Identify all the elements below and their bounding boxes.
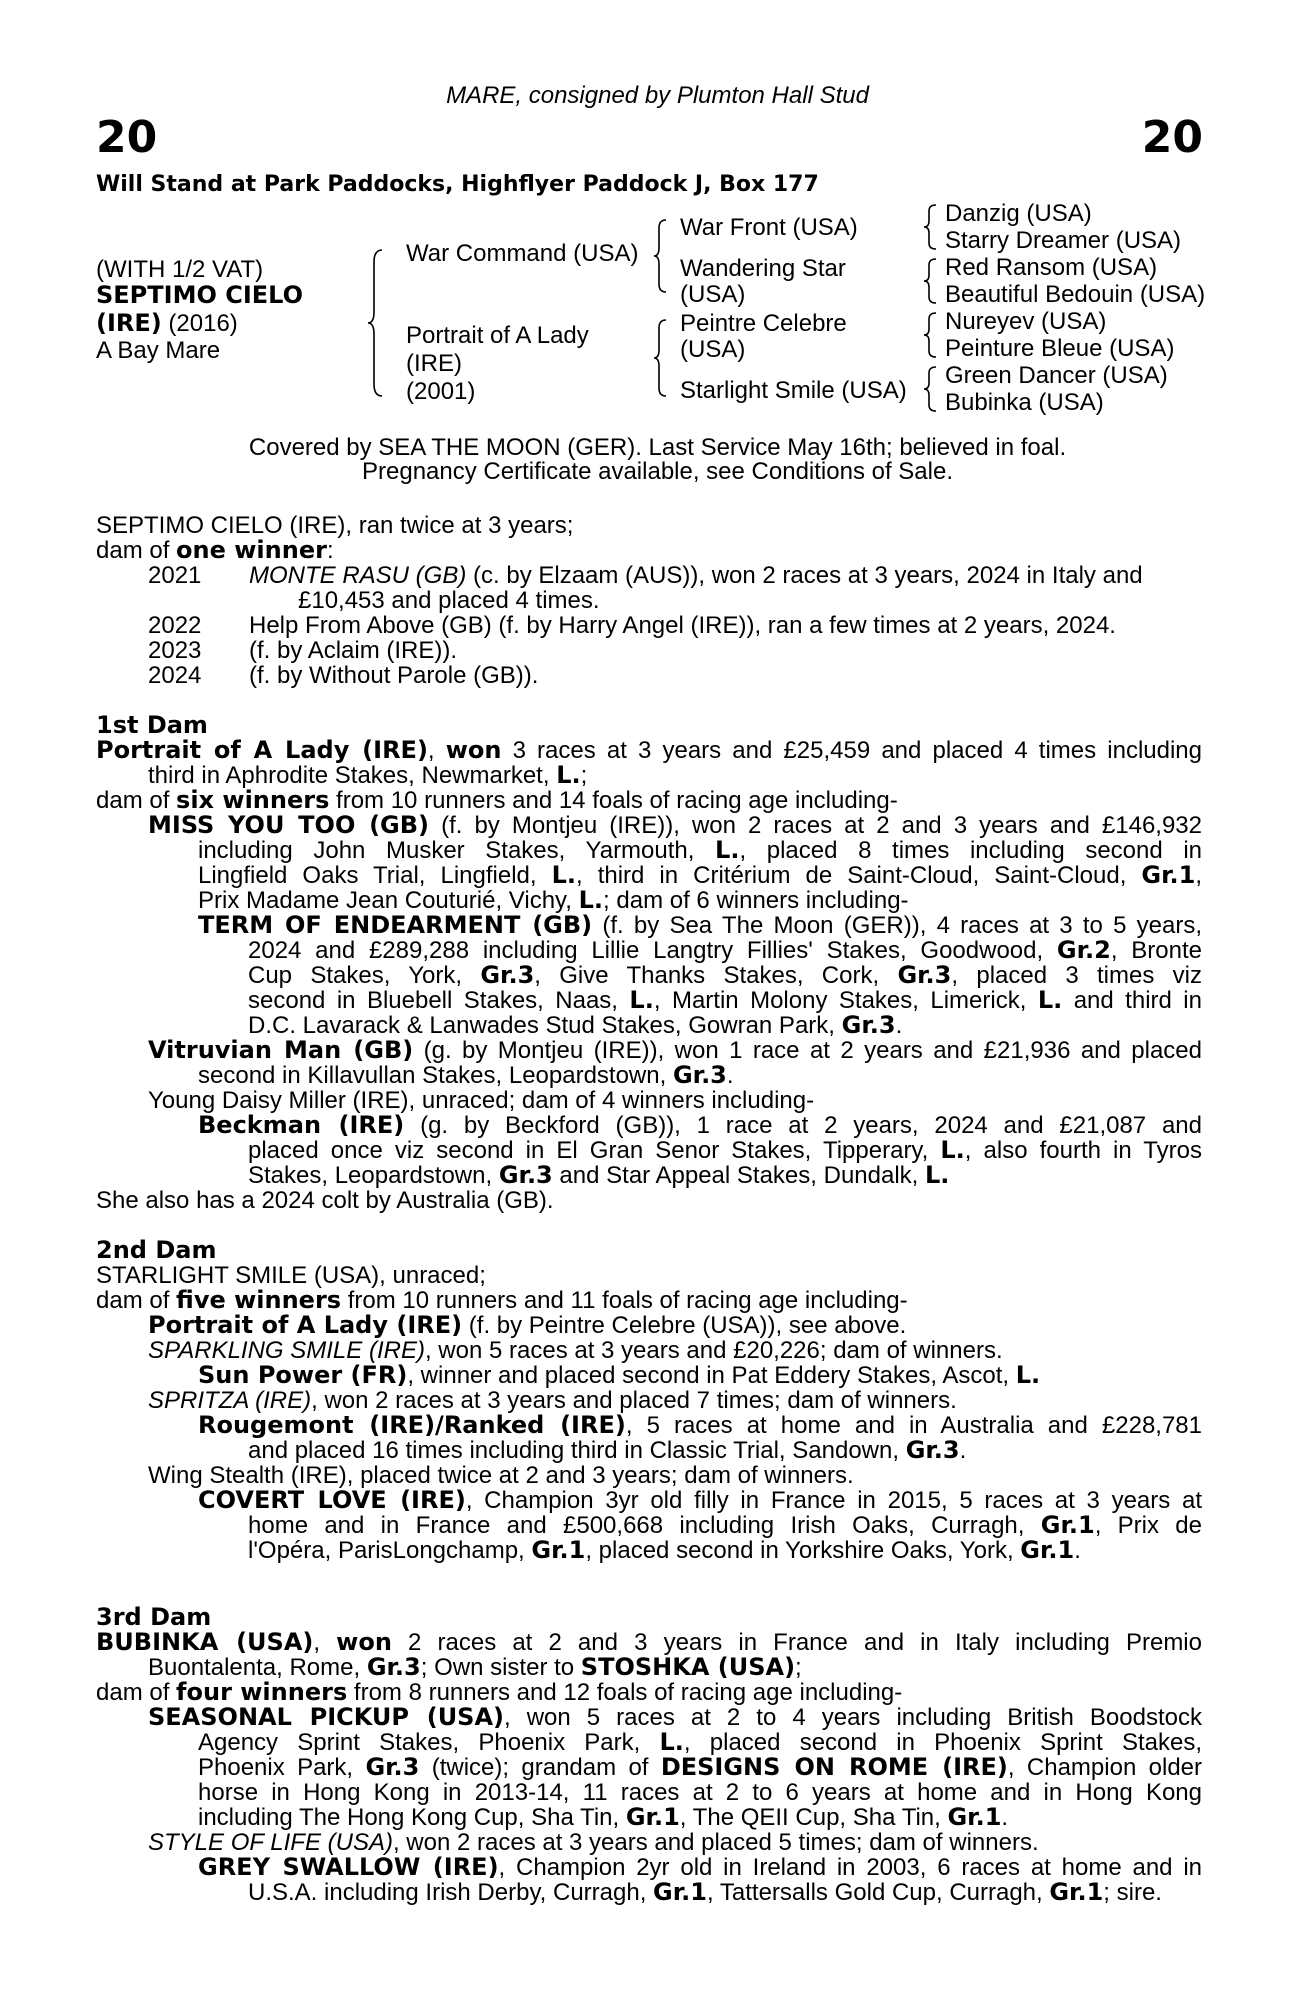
grade: Gr.1 bbox=[1141, 861, 1196, 889]
winner-count: four winners bbox=[176, 1678, 348, 1706]
t: Lingfield Oaks Trial, Lingfield, bbox=[198, 862, 552, 889]
grade: Gr.3 bbox=[897, 961, 952, 989]
grade: Gr.3 bbox=[365, 1753, 420, 1781]
horse-name: SPRITZA (IRE) bbox=[148, 1387, 312, 1414]
grade: L. bbox=[715, 836, 740, 864]
t: (g. by Beckford (GB)), 1 race at 2 years, 2024 and £21,087 and bbox=[404, 1112, 1202, 1139]
text-line bbox=[96, 1288, 908, 1313]
horse-name: DESIGNS ON ROME (IRE) bbox=[660, 1753, 1008, 1781]
text-line bbox=[248, 1138, 1202, 1163]
t: . bbox=[1001, 1804, 1009, 1831]
t: from 10 runners and 11 foals of racing age including- bbox=[341, 1287, 908, 1314]
horse-name: BUBINKA (USA) bbox=[96, 1628, 314, 1656]
t: , Tattersalls Gold Cup, Curragh, bbox=[706, 1879, 1050, 1906]
t: , third in Critérium de Saint-Cloud, Saint-Cloud, bbox=[576, 862, 1142, 889]
grade: Gr.1 bbox=[653, 1878, 707, 1906]
pedigree-ds-l1: Peintre Celebre bbox=[680, 310, 847, 337]
section-heading: 2nd Dam bbox=[96, 1236, 217, 1264]
text-line: Young Daisy Miller (IRE), unraced; dam of 4 winners including- bbox=[148, 1087, 815, 1114]
text-line bbox=[148, 813, 1202, 838]
pedigree-ddd: Bubinka (USA) bbox=[945, 389, 1104, 416]
t: placed once viz second in El Gran Senor Stakes, Tipperary, bbox=[248, 1137, 941, 1164]
winner-count: one winner bbox=[176, 536, 327, 564]
t: , Give Thanks Stakes, Cork, bbox=[534, 962, 898, 989]
horse-name: Vitruvian Man (GB) bbox=[148, 1036, 414, 1064]
t: dam of bbox=[96, 1679, 177, 1706]
t: Agency Sprint Stakes, Phoenix Park, bbox=[198, 1729, 660, 1756]
produce-row-2022: Help From Above (GB) (f. by Harry Angel (IRE)), ran a few times at 2 years, 2024. bbox=[249, 612, 1116, 639]
t: Stakes, Leopardstown, bbox=[248, 1162, 499, 1189]
horse-name: MONTE RASU (GB) bbox=[249, 562, 467, 589]
grade: Gr.1 bbox=[531, 1536, 586, 1564]
text-line bbox=[148, 1038, 1202, 1063]
winner-count: five winners bbox=[176, 1286, 342, 1314]
grade: Gr.1 bbox=[1049, 1878, 1104, 1906]
text-line: Wing Stealth (IRE), placed twice at 2 and 3 years; dam of winners. bbox=[148, 1462, 854, 1489]
text-line bbox=[96, 1680, 902, 1705]
t: including John Musker Stakes, Yarmouth, bbox=[198, 837, 716, 864]
bracket-ds bbox=[924, 311, 940, 359]
t: 3 races at 3 years and £25,459 and placed 4 times including bbox=[501, 737, 1202, 764]
pedigree-sss: Danzig (USA) bbox=[945, 200, 1092, 227]
grade: Gr.1 bbox=[625, 1803, 680, 1831]
horse-name: STYLE OF LIFE (USA) bbox=[148, 1829, 393, 1856]
text-line bbox=[148, 1705, 1202, 1730]
t: won bbox=[445, 736, 502, 764]
t: (twice); grandam of bbox=[419, 1754, 661, 1781]
text-line bbox=[148, 763, 587, 788]
produce-year-2022: 2022 bbox=[148, 612, 202, 639]
t: . bbox=[726, 1062, 734, 1089]
consignor-line: MARE, consigned by Plumton Hall Stud bbox=[446, 82, 869, 109]
t: (f. by Montjeu (IRE)), won 2 races at 2 and 3 years and £146,932 bbox=[429, 812, 1203, 839]
t: . bbox=[895, 1012, 903, 1039]
text-line bbox=[148, 1830, 1039, 1855]
grade: L. bbox=[1015, 1361, 1041, 1389]
text-line bbox=[198, 1805, 1008, 1830]
subject-desc: A Bay Mare bbox=[96, 337, 221, 364]
t: dam of bbox=[96, 787, 177, 814]
grade: L. bbox=[578, 886, 604, 914]
t: , winner and placed second in Pat Eddery Stakes, Ascot, bbox=[407, 1362, 1016, 1389]
text-line bbox=[96, 738, 1202, 763]
horse-name: Portrait of A Lady (IRE) bbox=[96, 736, 428, 764]
t: including The Hong Kong Cup, Sha Tin, bbox=[198, 1804, 626, 1831]
t: , won 5 races at 2 to 4 years including British Boodstock bbox=[504, 1704, 1202, 1731]
subject-name bbox=[96, 281, 303, 310]
t: : bbox=[326, 537, 334, 564]
text-line bbox=[198, 863, 1202, 888]
grade: Gr.3 bbox=[672, 1061, 727, 1089]
horse-name: MISS YOU TOO (GB) bbox=[148, 811, 430, 839]
text-line bbox=[148, 1313, 906, 1338]
grade: L. bbox=[1037, 986, 1063, 1014]
text-line bbox=[198, 1113, 1202, 1138]
t: , Martin Molony Stakes, Limerick, bbox=[653, 987, 1038, 1014]
subject-name-text: SEPTIMO CIELO bbox=[96, 281, 303, 309]
subject-origin bbox=[96, 309, 238, 338]
horse-name: Beckman (IRE) bbox=[198, 1111, 405, 1139]
text-line bbox=[148, 1338, 1003, 1363]
grade: L. bbox=[556, 761, 581, 789]
t: ; dam of 6 winners including- bbox=[603, 887, 909, 914]
lot-number-right: 20 bbox=[1141, 112, 1203, 163]
t: , placed second in Phoenix Sprint Stakes, bbox=[683, 1729, 1203, 1756]
t: from 10 runners and 14 foals of racing age including- bbox=[329, 787, 898, 814]
t: 2024 and £289,288 including Lillie Langtry Fillies' Stakes, Goodwood, bbox=[248, 937, 1057, 964]
pedigree-dss: Nureyev (USA) bbox=[945, 308, 1107, 335]
pedigree-dam-l1: Portrait of A Lady bbox=[406, 322, 589, 349]
grade: Gr.1 bbox=[947, 1803, 1002, 1831]
t: l'Opéra, ParisLongchamp, bbox=[248, 1537, 532, 1564]
t: , bbox=[1195, 862, 1202, 889]
t: , placed second in Yorkshire Oaks, York, bbox=[585, 1537, 1021, 1564]
bracket-sire-line bbox=[654, 218, 670, 294]
text-line: STARLIGHT SMILE (USA), unraced; bbox=[96, 1262, 486, 1289]
subject-year: (2016) bbox=[161, 310, 238, 337]
t: won bbox=[336, 1628, 392, 1656]
t: third in Aphrodite Stakes, Newmarket, bbox=[148, 762, 557, 789]
text-line bbox=[148, 1388, 957, 1413]
text-line bbox=[198, 888, 909, 913]
t: (g. by Montjeu (IRE)), won 1 race at 2 years and £21,936 and placed bbox=[413, 1037, 1202, 1064]
text-line bbox=[198, 1363, 1040, 1388]
t: second in Bluebell Stakes, Naas, bbox=[248, 987, 630, 1014]
t: , won 2 races at 3 years and placed 5 times; dam of winners. bbox=[392, 1829, 1039, 1856]
t: . bbox=[1074, 1537, 1081, 1564]
grade: L. bbox=[659, 1728, 684, 1756]
t: , Champion older bbox=[1007, 1754, 1202, 1781]
pedigree-sdd: Beautiful Bedouin (USA) bbox=[945, 281, 1206, 308]
grade: Gr.3 bbox=[905, 1436, 960, 1464]
section-heading: 3rd Dam bbox=[96, 1603, 212, 1631]
text-line: She also has a 2024 colt by Australia (GB). bbox=[96, 1187, 554, 1214]
produce-row-2024: (f. by Without Parole (GB)). bbox=[249, 662, 539, 689]
t: , bbox=[313, 1629, 337, 1656]
text-line bbox=[248, 988, 1202, 1013]
subject-origin-text: (IRE) bbox=[96, 309, 162, 337]
text-line bbox=[248, 938, 1202, 963]
pedigree-ss: War Front (USA) bbox=[680, 214, 858, 241]
t: ; bbox=[580, 762, 588, 789]
pedigree-sd-l1: Wandering Star bbox=[680, 255, 846, 282]
text-line bbox=[248, 1538, 1081, 1563]
text-line bbox=[248, 1163, 949, 1188]
grade: L. bbox=[551, 861, 577, 889]
text-line bbox=[248, 1013, 902, 1038]
text-line bbox=[198, 1413, 1202, 1438]
t: (f. by Peintre Celebre (USA)), see above. bbox=[462, 1312, 907, 1339]
grade: L. bbox=[940, 1136, 965, 1164]
horse-name: Portrait of A Lady (IRE) bbox=[148, 1311, 463, 1339]
horse-name: STOSHKA (USA) bbox=[580, 1653, 796, 1681]
t: ; Own sister to bbox=[420, 1654, 581, 1681]
pedigree-dd: Starlight Smile (USA) bbox=[680, 377, 907, 404]
produce-year-2021: 2021 bbox=[148, 562, 202, 589]
text-line bbox=[248, 963, 1202, 988]
produce-year-2024: 2024 bbox=[148, 662, 202, 689]
t: dam of bbox=[96, 537, 177, 564]
text-line bbox=[198, 1063, 734, 1088]
t: Cup Stakes, York, bbox=[248, 962, 481, 989]
t: and placed 16 times including third in Classic Trial, Sandown, bbox=[248, 1437, 906, 1464]
grade: Gr.1 bbox=[1020, 1536, 1075, 1564]
text-line bbox=[148, 1655, 802, 1680]
text-line bbox=[248, 1880, 1162, 1905]
pedigree-dam-l3: (2001) bbox=[406, 378, 476, 405]
grade: Gr.3 bbox=[480, 961, 535, 989]
t: and Star Appeal Stakes, Dundalk, bbox=[552, 1162, 925, 1189]
t: , The QEII Cup, Sha Tin, bbox=[679, 1804, 948, 1831]
t: Phoenix Park, bbox=[198, 1754, 366, 1781]
pedigree-dsd: Peinture Bleue (USA) bbox=[945, 335, 1175, 362]
t: , also fourth in Tyros bbox=[964, 1137, 1202, 1164]
lot-number-left: 20 bbox=[96, 112, 158, 163]
t: U.S.A. including Irish Derby, Curragh, bbox=[248, 1879, 654, 1906]
t: (f. by Sea The Moon (GER)), 4 races at 3 to 5 years, bbox=[592, 912, 1202, 939]
bracket-sd bbox=[924, 257, 940, 305]
text-line: horse in Hong Kong in 2013-14, 11 races at 2 to 6 years at home and in Hong Kong bbox=[198, 1779, 1202, 1806]
bracket-sire-dam bbox=[368, 248, 388, 398]
horse-name: SPARKLING SMILE (IRE) bbox=[148, 1337, 425, 1364]
text-line bbox=[248, 1438, 966, 1463]
bracket-dd bbox=[924, 365, 940, 413]
t: Prix Madame Jean Couturié, Vichy, bbox=[198, 887, 579, 914]
text-line bbox=[198, 1730, 1202, 1755]
pedigree-dam-l2: (IRE) bbox=[406, 350, 462, 377]
pedigree-ssd: Starry Dreamer (USA) bbox=[945, 227, 1182, 254]
t: , Champion 3yr old filly in France in 2015, 5 races at 3 years at bbox=[465, 1487, 1202, 1514]
t: , Champion 2yr old in Ireland in 2003, 6 races at home and in bbox=[498, 1854, 1203, 1881]
t: dam of bbox=[96, 1287, 177, 1314]
t: Buontalenta, Rome, bbox=[148, 1654, 367, 1681]
text-line bbox=[198, 1755, 1202, 1780]
t: , placed 3 times viz bbox=[951, 962, 1202, 989]
horse-name: TERM OF ENDEARMENT (GB) bbox=[198, 911, 593, 939]
bracket-ss bbox=[924, 203, 940, 251]
t: ; bbox=[795, 1654, 802, 1681]
vat-note: (WITH 1/2 VAT) bbox=[96, 256, 264, 283]
text-line bbox=[198, 838, 1202, 863]
produce-dam-of bbox=[96, 538, 334, 563]
produce-year-2023: 2023 bbox=[148, 637, 202, 664]
pregnancy-line: Pregnancy Certificate available, see Conditions of Sale. bbox=[362, 458, 953, 485]
stand-location: Will Stand at Park Paddocks, Highflyer Paddock J, Box 177 bbox=[96, 172, 819, 197]
pedigree-sd-l2: (USA) bbox=[680, 281, 746, 308]
t: , bbox=[427, 737, 446, 764]
t: (c. by Elzaam (AUS)), won 2 races at 3 years, 2024 in Italy and bbox=[466, 562, 1143, 589]
t: . bbox=[959, 1437, 967, 1464]
t: and third in bbox=[1062, 987, 1202, 1014]
horse-name: Sun Power (FR) bbox=[198, 1361, 408, 1389]
text-line bbox=[198, 1488, 1202, 1513]
pedigree-dds: Green Dancer (USA) bbox=[945, 362, 1168, 389]
horse-name: GREY SWALLOW (IRE) bbox=[198, 1853, 499, 1881]
t: D.C. Lavarack & Lanwades Stud Stakes, Gowran Park, bbox=[248, 1012, 842, 1039]
t: second in Killavullan Stakes, Leopardstown, bbox=[198, 1062, 673, 1089]
t: , placed 8 times including second in bbox=[739, 837, 1203, 864]
winner-count: six winners bbox=[176, 786, 330, 814]
produce-intro: SEPTIMO CIELO (IRE), ran twice at 3 years; bbox=[96, 512, 574, 539]
text-line bbox=[198, 913, 1202, 938]
text-line bbox=[96, 788, 898, 813]
t: 2 races at 2 and 3 years in France and in Italy including Premio bbox=[391, 1629, 1202, 1656]
produce-row-2023: (f. by Aclaim (IRE)). bbox=[249, 637, 458, 664]
produce-row-2021 bbox=[249, 563, 1143, 588]
grade: Gr.1 bbox=[1040, 1511, 1095, 1539]
grade: Gr.3 bbox=[841, 1011, 896, 1039]
grade: Gr.3 bbox=[366, 1653, 421, 1681]
covering-line: Covered by SEA THE MOON (GER). Last Service May 16th; believed in foal. bbox=[248, 434, 1067, 461]
grade: Gr.2 bbox=[1056, 936, 1111, 964]
t: home and in France and £500,668 including Irish Oaks, Curragh, bbox=[248, 1512, 1041, 1539]
t: from 8 runners and 12 foals of racing age including- bbox=[347, 1679, 903, 1706]
t: , won 2 races at 3 years and placed 7 times; dam of winners. bbox=[311, 1387, 957, 1414]
text-line bbox=[96, 1630, 1202, 1655]
t: , Prix de bbox=[1094, 1512, 1203, 1539]
horse-name: COVERT LOVE (IRE) bbox=[198, 1486, 466, 1514]
pedigree-sds: Red Ransom (USA) bbox=[945, 254, 1158, 281]
grade: L. bbox=[629, 986, 654, 1014]
t: ; sire. bbox=[1103, 1879, 1162, 1906]
t: , Bronte bbox=[1110, 937, 1202, 964]
pedigree-sire: War Command (USA) bbox=[406, 240, 639, 267]
grade: Gr.3 bbox=[498, 1161, 553, 1189]
text-line bbox=[248, 1513, 1202, 1538]
t: , 5 races at home and in Australia and £228,781 bbox=[625, 1412, 1203, 1439]
horse-name: SEASONAL PICKUP (USA) bbox=[148, 1703, 505, 1731]
grade: L. bbox=[925, 1161, 950, 1189]
pedigree-ds-l2: (USA) bbox=[680, 336, 746, 363]
produce-row-2021-cont: £10,453 and placed 4 times. bbox=[298, 587, 600, 614]
t: , won 5 races at 3 years and £20,226; dam of winners. bbox=[424, 1337, 1003, 1364]
text-line bbox=[198, 1855, 1202, 1880]
section-heading: 1st Dam bbox=[96, 711, 208, 739]
bracket-dam-line bbox=[654, 318, 670, 398]
horse-name: Rougemont (IRE)/Ranked (IRE) bbox=[198, 1411, 626, 1439]
